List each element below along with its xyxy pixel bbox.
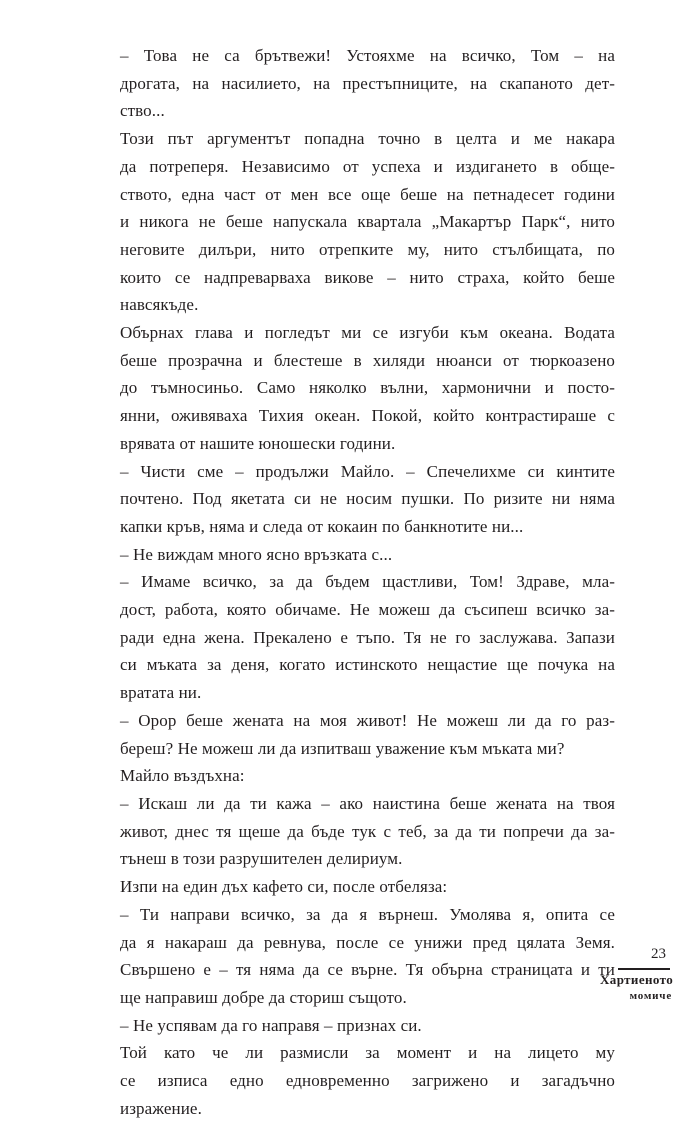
paragraph (93, 873, 615, 901)
text-line: ството, една част от мен все още беше на петнадесет години (120, 184, 615, 204)
text-line: беше прозрачна и блестеше в хиляди нюанси от тюркоазено (120, 350, 615, 370)
text-line: янни, оживяваха Тихия океан. Покой, който контрастираше с (120, 406, 615, 426)
text-line: Свършено е – тя няма да се върне. Тя обърна страницата и ти (120, 960, 615, 980)
text-line: ство... (120, 101, 165, 121)
text-line: – Не успявам да го направя – признах си. (120, 1015, 422, 1035)
text-line: береш? Не можеш ли да изпитваш уважение към мъката ми? (120, 738, 565, 758)
text-line: вратата ни. (120, 683, 202, 703)
book-title-line2: момиче (629, 990, 672, 1002)
text-line: ради една жена. Прекалено е тъпо. Тя не го заслужава. Запази (120, 627, 615, 647)
text-line: – Искаш ли да ти кажа – ако наистина беше жената на твоя (120, 793, 615, 813)
text-line: живот, днес тя щеше да бъде тук с теб, за да ти попречи да за- (120, 821, 615, 841)
text-line: Обърнах глава и погледът ми се изгуби към океана. Водата (120, 323, 615, 343)
text-line: – Не виждам много ясно връзката с... (120, 544, 393, 564)
text-line: дост, работа, която обичаме. Не можеш да съсипеш всичко за- (120, 600, 615, 620)
running-footer-title (600, 972, 672, 1004)
text-line: да потреперя. Независимо от успеха и издигането в обще- (120, 156, 615, 176)
text-line: почтено. Под якетата си не носим пушки. По ризите ни няма (120, 489, 615, 509)
text-line: неговите дилъри, нито отрепките му, нито стълбищата, по (120, 239, 615, 259)
text-line: навсякъде. (120, 295, 199, 315)
text-line: врявата от нашите юношески години. (120, 433, 396, 453)
text-line: изражение. (120, 1098, 202, 1118)
paragraph (93, 707, 615, 762)
text-line: тънеш в този разрушителен делириум. (120, 849, 403, 869)
text-line: – Чисти сме – продължи Майло. – Спечелихме си кинтите (120, 461, 615, 481)
text-line: ще направиш добре да сториш същото. (120, 987, 407, 1007)
text-line: и никога не беше напускала квартала „Макартър Парк“, нито (120, 212, 615, 232)
paragraph (93, 901, 615, 1012)
paragraph (93, 458, 615, 541)
paragraph (93, 125, 615, 319)
text-line: до тъмносиньо. Само няколко вълни, хармонични и посто- (120, 378, 615, 398)
text-line: капки кръв, няма и следа от кокаин по банкнотите ни... (120, 516, 524, 536)
paragraph (93, 762, 615, 790)
text-line: Изпи на един дъх кафето си, после отбеляза: (120, 877, 448, 897)
paragraph (93, 1012, 615, 1040)
text-line: Този път аргументът попадна точно в целта и ме накара (120, 129, 615, 149)
paragraph (93, 541, 615, 569)
page-number: 23 (651, 946, 666, 962)
book-title-line1: Хартиеното (600, 972, 674, 987)
text-line: си мъката за деня, когато истинското нещастие ще почука на (120, 655, 615, 675)
text-line: – Ти направи всичко, за да я върнеш. Умолява я, опита се (120, 904, 615, 924)
text-line: се изписа едно едновременно загрижено и загадъчно (120, 1071, 615, 1091)
text-line: Майло въздъхна: (120, 766, 245, 786)
paragraph (93, 568, 615, 707)
text-line: дрогата, на насилието, на престъпниците, на скапаното дет- (120, 73, 615, 93)
paragraph (93, 42, 615, 125)
footer-divider (618, 968, 670, 970)
text-line: – Орор беше жената на моя живот! Не можеш ли да го раз- (120, 710, 615, 730)
paragraph (93, 319, 615, 458)
text-line: – Това не са брътвежи! Устояхме на всичко, Том – на (120, 46, 615, 65)
body-text (93, 42, 615, 1122)
text-line: да я накараш да ревнува, после се унижи пред цялата Земя. (120, 932, 615, 952)
text-line: Той като че ли размисли за момент и на лицето му (120, 1043, 615, 1063)
paragraph (93, 1039, 615, 1122)
text-line: – Имаме всичко, за да бъдем щастливи, Том! Здраве, мла- (120, 572, 615, 592)
text-line: които се надпреварваха викове – нито страха, който беше (120, 267, 615, 287)
paragraph (93, 790, 615, 873)
